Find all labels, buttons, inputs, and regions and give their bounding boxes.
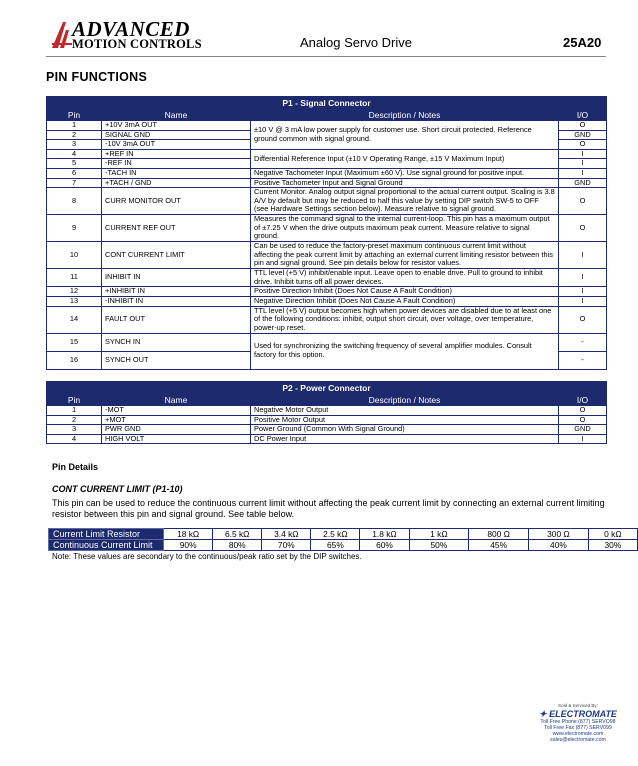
resistor-value: 300 Ω xyxy=(529,529,589,540)
resistor-value: 1.8 kΩ xyxy=(360,529,409,540)
col-header-name: Name xyxy=(102,395,251,406)
pin-name: PWR GND xyxy=(102,425,251,435)
pin-number: 9 xyxy=(47,215,102,242)
current-limit-value: 60% xyxy=(360,540,409,551)
pin-name: CURRENT REF OUT xyxy=(102,215,251,242)
badge-brand xyxy=(538,709,618,719)
pin-name: +10V 3mA OUT xyxy=(102,121,251,131)
current-limit-row-label: Continuous Current Limit xyxy=(49,540,164,551)
pin-number: 2 xyxy=(47,130,102,140)
pin-number: 4 xyxy=(47,149,102,159)
pin-description: Negative Tachometer Input (Maximum ±60 V). Use signal ground for positive input. xyxy=(251,168,559,178)
pin-number: 8 xyxy=(47,188,102,215)
electromate-logo-icon: ✦ xyxy=(539,709,547,719)
logo-text-advanced: ADVANCED xyxy=(72,17,190,41)
pin-description: TTL level (+5 V) output becomes high when power devices are disabled due to at least one of the following conditions: inhibit, output short circuit, over voltage, over temperature, power-up reset. xyxy=(251,306,559,333)
pin-name: +MOT xyxy=(102,415,251,425)
pin-number: 1 xyxy=(47,406,102,416)
pin-description: Power Ground (Common With Signal Ground) xyxy=(251,425,559,435)
pin-number: 5 xyxy=(47,159,102,169)
pin-description: Positive Direction Inhibit (Does Not Cause A Fault Condition) xyxy=(251,287,559,297)
pin-description: Current Monitor. Analog output signal proportional to the actual current output. Scaling is 3.8 A/V by default but may be reduced to half this value by setting DIP switch SW-5 to OFF (see Hardware Settings section below). Measure relative to signal ground. xyxy=(251,188,559,215)
p1-signal-connector-table xyxy=(46,96,607,370)
pin-name: CONT CURRENT LIMIT xyxy=(102,242,251,269)
pin-name: INHIBIT IN xyxy=(102,269,251,287)
current-limit-value: 45% xyxy=(469,540,529,551)
pin-io: O xyxy=(559,140,607,150)
pin-name: HIGH VOLT xyxy=(102,434,251,444)
current-limit-value: 50% xyxy=(409,540,469,551)
pin-name: -MOT xyxy=(102,406,251,416)
current-limit-resistor-table xyxy=(48,528,638,551)
badge-fax: Toll Free Fax (877) SERV099 xyxy=(544,725,612,731)
pin-number: 3 xyxy=(47,140,102,150)
pin-io: O xyxy=(559,215,607,242)
resistor-table-note: Note: These values are secondary to the continuous/peak ratio set by the DIP switches. xyxy=(52,552,362,561)
logo-text-motion-controls: MOTION CONTROLS xyxy=(72,37,202,51)
pin-number: 4 xyxy=(47,434,102,444)
badge-brand-name: ELECTROMATE xyxy=(549,709,617,719)
pin-number: 1 xyxy=(47,121,102,131)
pin-io: I xyxy=(559,287,607,297)
col-header-io: I/O xyxy=(559,110,607,121)
electromate-badge xyxy=(538,703,618,755)
col-header-pin: Pin xyxy=(47,395,102,406)
pin-name: SIGNAL GND xyxy=(102,130,251,140)
pin-number: 16 xyxy=(47,351,102,369)
table-row xyxy=(47,121,607,131)
pin-number: 6 xyxy=(47,168,102,178)
pin-number: 14 xyxy=(47,306,102,333)
badge-web-link[interactable]: www.electromate.com xyxy=(552,731,604,737)
pin-io: I xyxy=(559,159,607,169)
col-header-io: I/O xyxy=(559,395,607,406)
table-row xyxy=(47,168,607,178)
pin-number: 7 xyxy=(47,178,102,188)
table-row xyxy=(47,215,607,242)
table-row xyxy=(47,406,607,416)
current-limit-value: 65% xyxy=(311,540,360,551)
pin-io: - xyxy=(559,351,607,369)
pin-name: +TACH / GND xyxy=(102,178,251,188)
table-row xyxy=(47,178,607,188)
badge-email-link[interactable]: sales@electromate.com xyxy=(550,737,606,743)
pin-io: I xyxy=(559,296,607,306)
p2-caption: P2 - Power Connector xyxy=(47,382,607,395)
pin-io: O xyxy=(559,121,607,131)
pin-name: SYNCH OUT xyxy=(102,351,251,369)
pin-number: 13 xyxy=(47,296,102,306)
col-header-pin: Pin xyxy=(47,110,102,121)
p2-header-row xyxy=(47,395,607,406)
pin-name: +REF IN xyxy=(102,149,251,159)
pin-io: I xyxy=(559,269,607,287)
pin-name: CURR MONITOR OUT xyxy=(102,188,251,215)
col-header-desc: Description / Notes xyxy=(251,395,559,406)
pin-number: 11 xyxy=(47,269,102,287)
table-row xyxy=(47,287,607,297)
pin-name: -10V 3mA OUT xyxy=(102,140,251,150)
pin-number: 15 xyxy=(47,333,102,351)
pin-description: Used for synchronizing the switching frequency of several amplifier modules. Consult factory for this option. xyxy=(251,333,559,369)
current-limit-row xyxy=(49,540,638,551)
resistor-row-label: Current Limit Resistor xyxy=(49,529,164,540)
page-header xyxy=(0,0,638,56)
model-number: 25A20 xyxy=(563,35,602,50)
p1-caption: P1 - Signal Connector xyxy=(47,97,607,110)
resistor-row xyxy=(49,529,638,540)
pin-description: Negative Motor Output xyxy=(251,406,559,416)
current-limit-value: 90% xyxy=(164,540,213,551)
table-row xyxy=(47,188,607,215)
pin-io: O xyxy=(559,306,607,333)
pin-io: I xyxy=(559,242,607,269)
pin-description: DC Power Input xyxy=(251,434,559,444)
pin-io: O xyxy=(559,415,607,425)
resistor-value: 1 kΩ xyxy=(409,529,469,540)
table-row xyxy=(47,269,607,287)
section-title: PIN FUNCTIONS xyxy=(46,70,148,84)
pin-io: GND xyxy=(559,425,607,435)
pin-description: TTL level (+5 V) inhibit/enable input. Leave open to enable drive. Pull to ground to inhibit drive. Inhibit turns off all power devices. xyxy=(251,269,559,287)
current-limit-value: 30% xyxy=(588,540,637,551)
p2-power-connector-table xyxy=(46,381,607,444)
pin-name: -INHIBIT IN xyxy=(102,296,251,306)
badge-sold-by: Sold & Serviced By: xyxy=(558,703,598,708)
pin-description: Positive Tachometer Input and Signal Ground xyxy=(251,178,559,188)
col-header-desc: Description / Notes xyxy=(251,110,559,121)
current-limit-value: 80% xyxy=(213,540,262,551)
pin-number: 12 xyxy=(47,287,102,297)
pin-description: ±10 V @ 3 mA low power supply for customer use. Short circuit protected. Reference ground common with signal ground. xyxy=(251,121,559,150)
resistor-value: 800 Ω xyxy=(469,529,529,540)
table-row xyxy=(47,306,607,333)
pin-description: Negative Direction Inhibit (Does Not Cause A Fault Condition) xyxy=(251,296,559,306)
pin-name: SYNCH IN xyxy=(102,333,251,351)
pin-io: I xyxy=(559,434,607,444)
cont-current-limit-heading: CONT CURRENT LIMIT (P1-10) xyxy=(52,484,183,494)
pin-number: 10 xyxy=(47,242,102,269)
p1-header-row xyxy=(47,110,607,121)
cont-current-limit-paragraph: This pin can be used to reduce the continuous current limit without affecting the peak current limit by connecting an external current limiting resistor between this pin and signal ground. See table below. xyxy=(52,498,605,519)
col-header-name: Name xyxy=(102,110,251,121)
pin-io: O xyxy=(559,406,607,416)
pin-description: Differential Reference Input (±10 V Operating Range, ±15 V Maximum Input) xyxy=(251,149,559,168)
pin-io: GND xyxy=(559,178,607,188)
resistor-value: 0 kΩ xyxy=(588,529,637,540)
resistor-value: 2.5 kΩ xyxy=(311,529,360,540)
table-row xyxy=(47,434,607,444)
company-logo xyxy=(52,17,202,51)
pin-description: Can be used to reduce the factory-preset maximum continuous current limit without affecting the peak current limit by attaching an external current limiting resistor between this pin and signal ground. See pin details below for resistor values. xyxy=(251,242,559,269)
pin-description: Positive Motor Output xyxy=(251,415,559,425)
logo-mark-icon xyxy=(52,20,74,48)
pin-name: -TACH IN xyxy=(102,168,251,178)
resistor-value: 18 kΩ xyxy=(164,529,213,540)
table-row xyxy=(47,242,607,269)
pin-io: GND xyxy=(559,130,607,140)
pin-io: I xyxy=(559,168,607,178)
table-row xyxy=(47,296,607,306)
pin-name: FAULT OUT xyxy=(102,306,251,333)
badge-phone: Toll Free Phone (877) SERVO98 xyxy=(540,719,616,725)
pin-details-heading: Pin Details xyxy=(52,462,99,472)
pin-io: O xyxy=(559,188,607,215)
pin-name: +INHIBIT IN xyxy=(102,287,251,297)
pin-number: 3 xyxy=(47,425,102,435)
pin-number: 2 xyxy=(47,415,102,425)
header-divider xyxy=(46,56,606,57)
resistor-value: 3.4 kΩ xyxy=(262,529,311,540)
pin-io: - xyxy=(559,333,607,351)
current-limit-value: 70% xyxy=(262,540,311,551)
resistor-value: 6.5 kΩ xyxy=(213,529,262,540)
document-title: Analog Servo Drive xyxy=(300,35,412,50)
table-row xyxy=(47,333,607,351)
pin-io: I xyxy=(559,149,607,159)
current-limit-value: 40% xyxy=(529,540,589,551)
pin-description: Measures the command signal to the internal current-loop. This pin has a maximum output of ±7.25 V when the drive outputs maximum peak current. Measure relative to signal ground. xyxy=(251,215,559,242)
table-row xyxy=(47,425,607,435)
pin-name: -REF IN xyxy=(102,159,251,169)
